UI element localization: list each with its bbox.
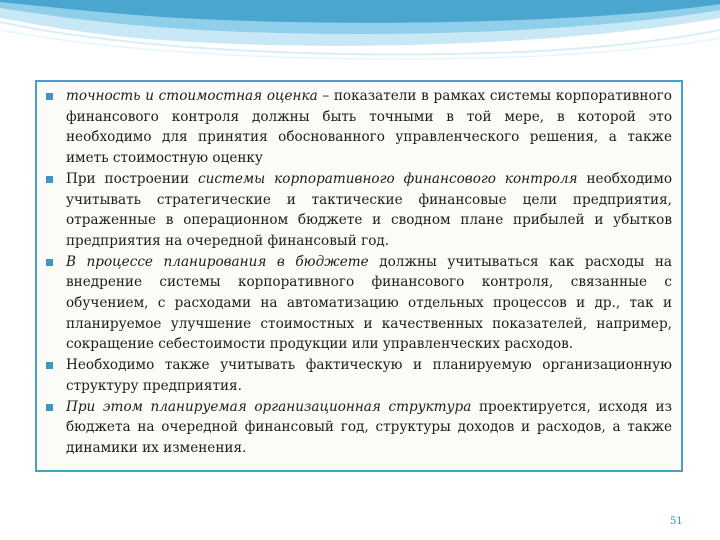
- bullet-item: [66, 355, 672, 396]
- bullet-text: проектируется, исходя из бюджета на очередной финансовый год, структуры доходов и расходов, а также динамики их изменения.: [66, 398, 672, 456]
- bullet-item: [66, 169, 672, 252]
- square-bullet-icon: [46, 176, 53, 183]
- bullet-italic-lead: В процессе планирования в бюджете: [66, 253, 369, 270]
- bullet-text: должны учитываться как расходы на внедрение системы корпоративного финансового контроля, связанные с обучением, с расходами на автоматизацию отдельных процессов и др., так и планируемое улучшение стоимостных и качественных показателей, например, сокращение себестоимости продукции или управленческих расходов.: [66, 253, 673, 353]
- square-bullet-icon: [46, 362, 53, 369]
- bullet-text: Необходимо также учитывать фактическую и планируемую организационную структуру предприятия.: [66, 357, 672, 394]
- square-bullet-icon: [46, 259, 53, 266]
- bullet-italic-lead: При этом планируемая организационная структура: [66, 398, 472, 415]
- bullet-item: [66, 252, 672, 356]
- bullet-item: [66, 86, 672, 169]
- bullet-text: – показатели в рамках системы корпоративного финансового контроля должны быть точными в той мере, в которой это необходимо для принятия обоснованного управленческого решения, а также иметь стоимостную оценку: [66, 88, 672, 167]
- bullet-italic-lead: точность и стоимостная оценка: [66, 88, 318, 104]
- bullet-italic-phrase: системы корпоративного финансового контроля: [197, 170, 578, 187]
- bullet-text: необходимо учитывать стратегические и тактические финансовые цели предприятия, отраженные в операционном бюджете и сводном плане прибылей и убытков предприятия на очередной финансовый год.: [66, 170, 673, 249]
- header-wave-decoration: [0, 0, 720, 70]
- slide-number: 51: [670, 516, 683, 527]
- content-box: [35, 80, 683, 472]
- bullet-item: [66, 397, 672, 459]
- square-bullet-icon: [46, 93, 53, 100]
- bullet-lead: При построении: [66, 170, 198, 187]
- square-bullet-icon: [46, 404, 53, 411]
- bullet-list: [66, 86, 672, 459]
